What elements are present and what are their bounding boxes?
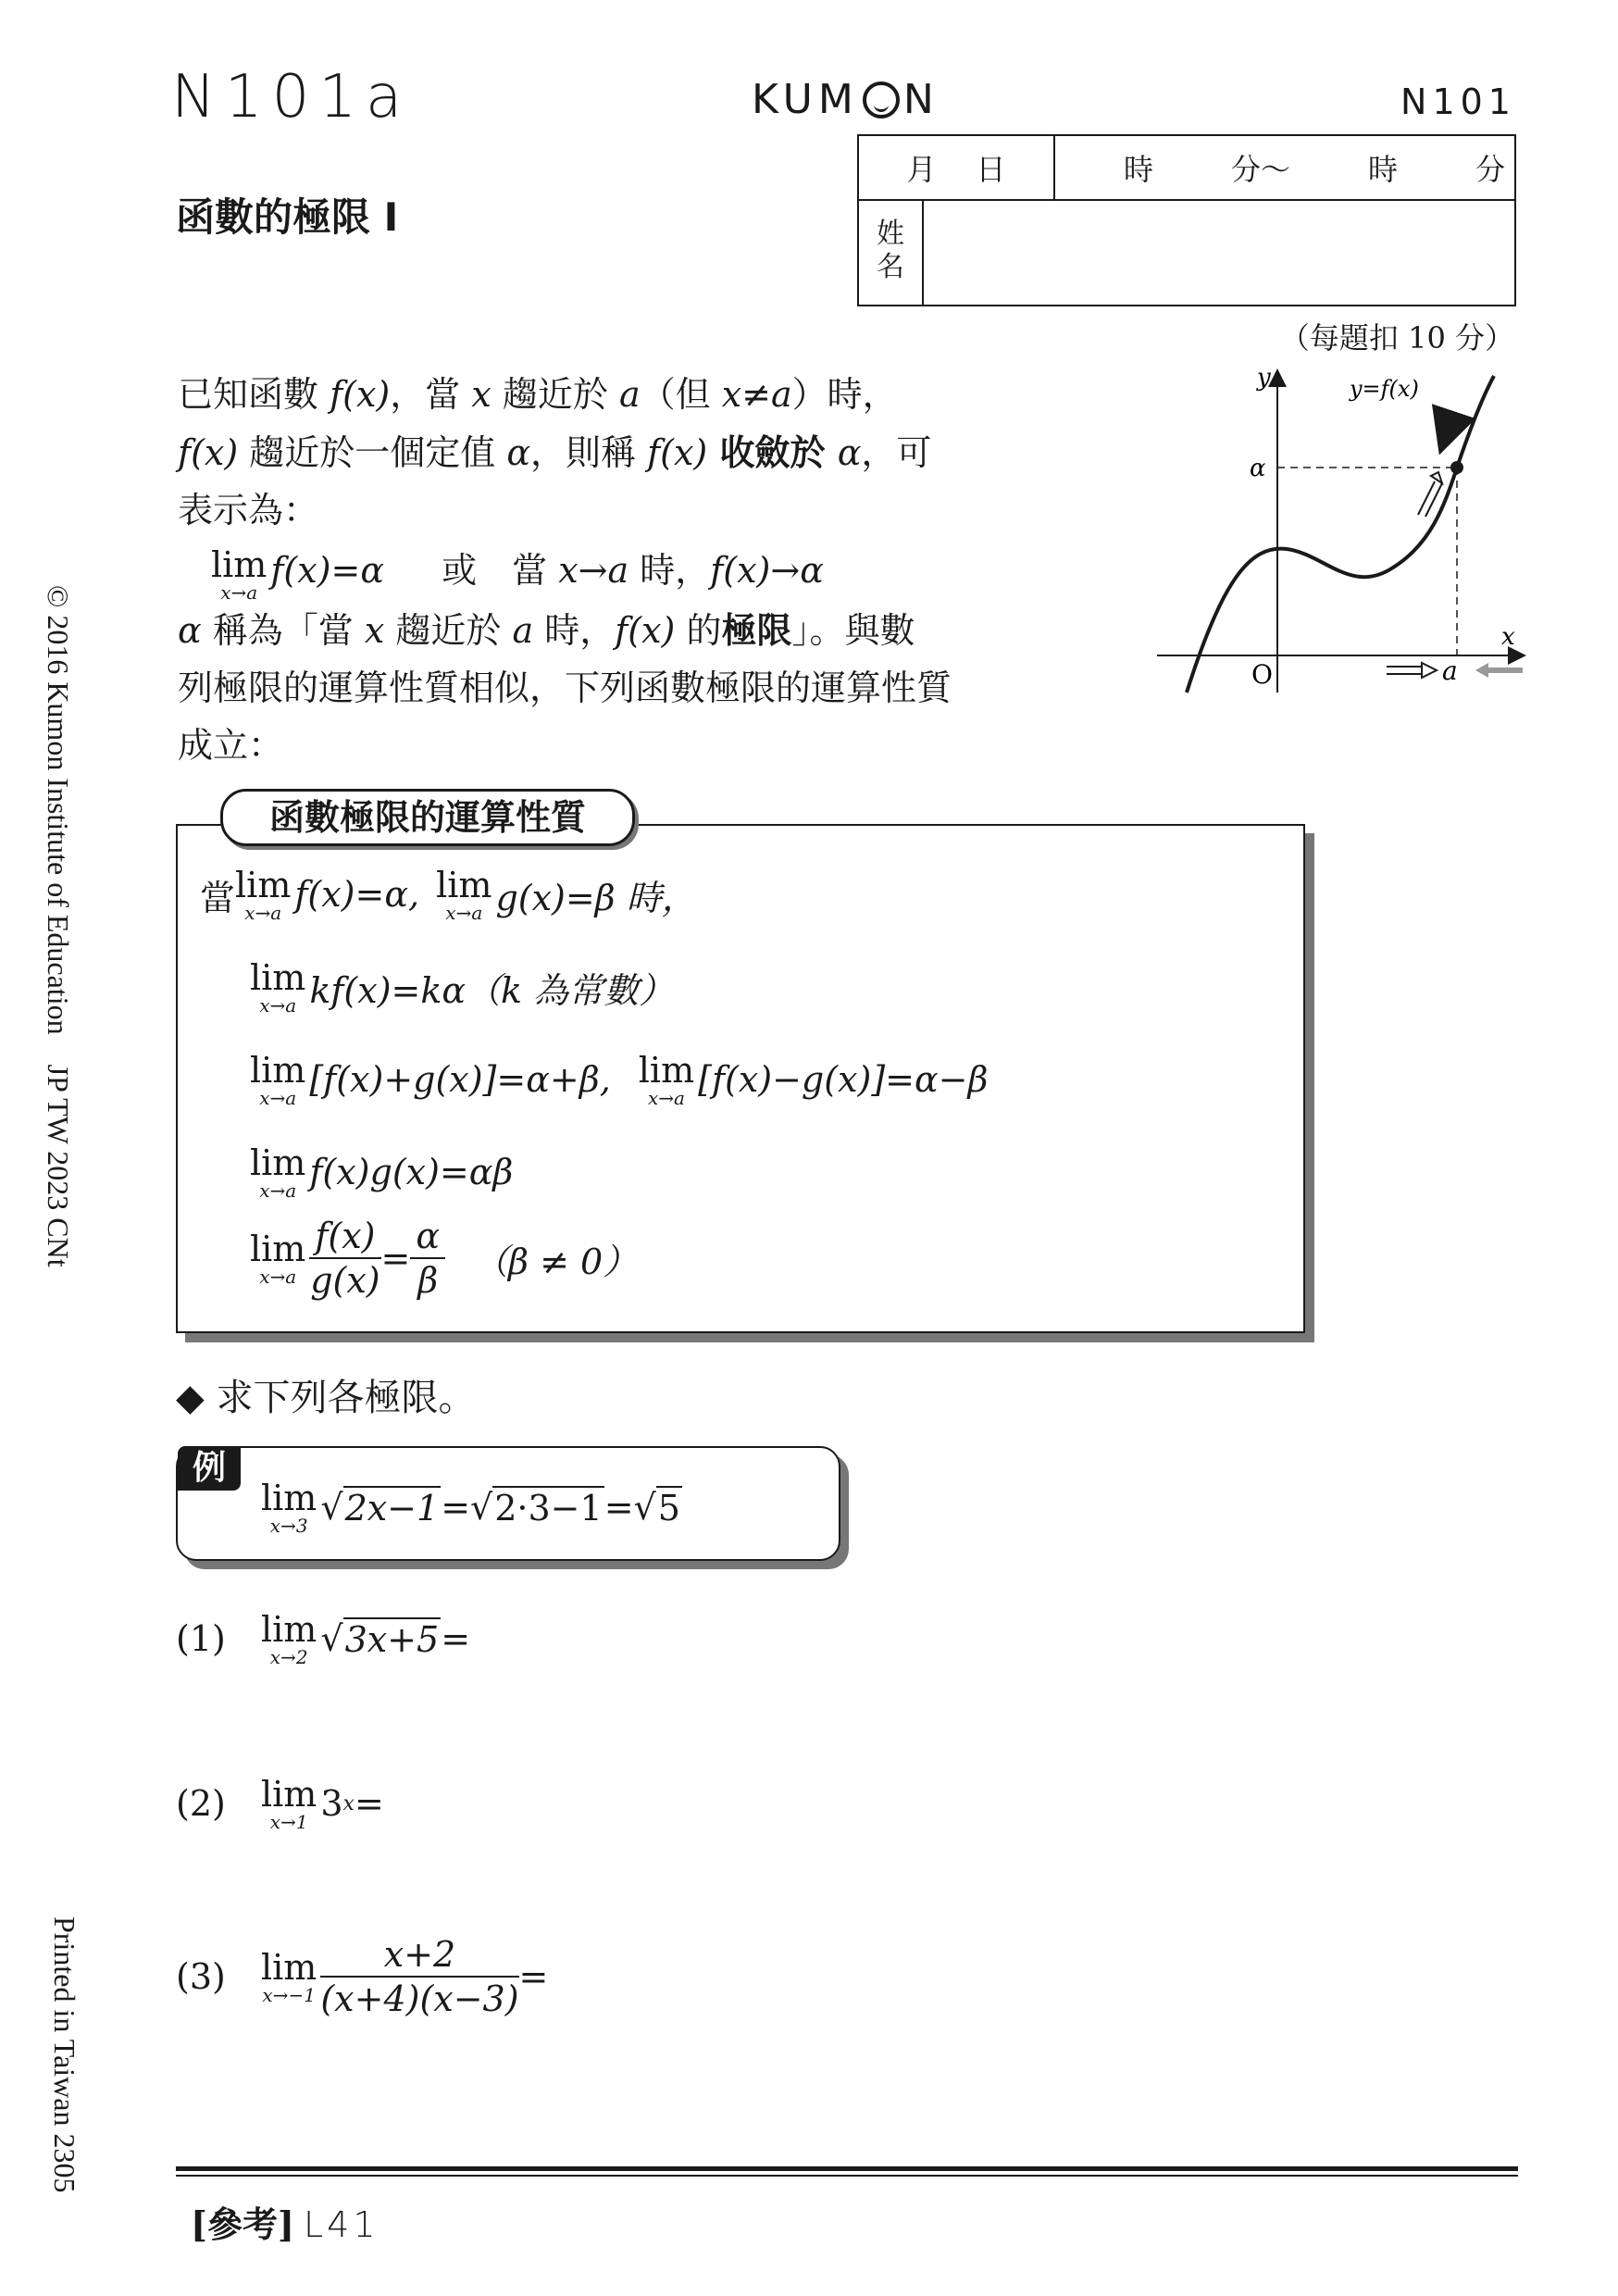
day-label: 日 bbox=[976, 152, 1006, 187]
math: a bbox=[618, 374, 641, 415]
alpha-label: α bbox=[1250, 455, 1266, 482]
instruction: ◆ 求下列各極限。 bbox=[176, 1377, 476, 1419]
text: 時， bbox=[629, 550, 711, 591]
math: f(x)g(x)=αβ bbox=[309, 1152, 514, 1192]
lim-operator: lim x→a bbox=[638, 1050, 695, 1109]
bold-text: 極限 bbox=[721, 609, 792, 651]
math: f(x) bbox=[615, 610, 676, 651]
text: （但 bbox=[640, 374, 722, 415]
name-label bbox=[859, 199, 924, 305]
text: 」。與數 bbox=[791, 610, 915, 651]
text: 趨近於 bbox=[384, 610, 513, 651]
sqrt-icon: √ bbox=[633, 1487, 656, 1528]
worksheet-code-right: N101 bbox=[1400, 81, 1516, 122]
reference bbox=[191, 2196, 380, 2247]
lim-operator: lim x→−1 bbox=[261, 1947, 317, 2006]
equals: = bbox=[441, 1487, 471, 1528]
property-condition bbox=[200, 867, 697, 922]
radicand: 2x−1 bbox=[344, 1488, 440, 1529]
property-sum-diff bbox=[250, 1052, 988, 1107]
sqrt-icon: √ bbox=[320, 1618, 343, 1659]
lim-sub: x→3 bbox=[269, 1515, 308, 1537]
a-label: a bbox=[1442, 655, 1458, 686]
text: ）時， bbox=[791, 374, 898, 415]
fraction bbox=[410, 1215, 445, 1302]
hour-label-1: 時 bbox=[1124, 152, 1154, 187]
text: 稱為「當 bbox=[201, 610, 365, 651]
math: α bbox=[506, 432, 530, 473]
lim-operator: lim x→a bbox=[250, 1229, 306, 1288]
minute-label-1: 分～ bbox=[1230, 152, 1290, 187]
bold-text: 收斂於 bbox=[707, 431, 838, 473]
date-time-row bbox=[859, 136, 1514, 201]
x-approach-right-head bbox=[1475, 663, 1488, 678]
worksheet-code: N101a bbox=[171, 63, 412, 131]
origin-label: O bbox=[1251, 659, 1273, 690]
equals: = bbox=[441, 1618, 471, 1659]
score-note: （每題扣 10 分） bbox=[1279, 320, 1514, 356]
intro-line-6: 成立： bbox=[178, 725, 284, 766]
property-quotient bbox=[250, 1215, 638, 1302]
brand-right: N bbox=[902, 76, 940, 123]
intro-line-4 bbox=[178, 602, 1131, 659]
math: x bbox=[364, 610, 385, 651]
lim-operator: lim x→1 bbox=[261, 1774, 317, 1833]
copyright-text: © 2016 Kumon Institute of Education JP TW 2023 CNt bbox=[42, 585, 75, 1267]
record-table bbox=[857, 134, 1516, 306]
denominator: g(x) bbox=[310, 1260, 380, 1301]
base: 3 bbox=[320, 1783, 343, 1824]
time-cell[interactable] bbox=[1055, 136, 1514, 199]
answer-space-1[interactable] bbox=[470, 1611, 1026, 1666]
denominator: (x+4)(x−3) bbox=[320, 1978, 519, 2019]
approach-arrow-from-right bbox=[1442, 413, 1453, 446]
example-tag: 例 bbox=[178, 1446, 241, 1491]
limit-graph bbox=[1148, 359, 1527, 711]
lim-sub: x→a bbox=[220, 580, 258, 604]
name-char-2: 名 bbox=[877, 251, 904, 283]
math: [f(x)−g(x)]=α−β bbox=[698, 1059, 989, 1100]
limit-point bbox=[1450, 461, 1463, 474]
footer-rule-thin bbox=[176, 2175, 1518, 2177]
text: 趨近於一個定值 bbox=[238, 432, 507, 473]
approach-arrow-head bbox=[1431, 472, 1442, 483]
intro-line-2 bbox=[178, 424, 1131, 481]
kumon-logo bbox=[752, 76, 940, 123]
intro-line-3: 表示為： bbox=[178, 490, 319, 530]
approach-arrow-from-left bbox=[1418, 481, 1435, 515]
math: [f(x)+g(x)]=α+β, bbox=[309, 1059, 611, 1100]
brand-left: KUM bbox=[752, 76, 859, 123]
radicand: 2·3−1 bbox=[494, 1488, 603, 1529]
lim-operator: lim x→a bbox=[235, 865, 292, 924]
printed-text: Printed in Taiwan 2305 bbox=[48, 1916, 81, 2193]
properties-title: 函數極限的運算性質 bbox=[220, 789, 635, 846]
lim-operator: lim x→a bbox=[250, 1050, 306, 1109]
question-number: (1) bbox=[176, 1618, 226, 1659]
lim-operator: lim x→a bbox=[211, 543, 268, 604]
numerator: α bbox=[410, 1215, 445, 1259]
math: x→a bbox=[558, 550, 629, 591]
property-scalar bbox=[250, 959, 674, 1015]
text: 時， bbox=[533, 610, 616, 651]
math: a bbox=[512, 610, 534, 651]
limit-definition bbox=[211, 542, 824, 606]
math: f(x) bbox=[647, 432, 708, 473]
sqrt-icon: √ bbox=[320, 1487, 343, 1528]
hour-label-2: 時 bbox=[1367, 152, 1398, 187]
text: 已知函數 bbox=[178, 374, 330, 415]
lim-operator: lim x→a bbox=[436, 865, 492, 924]
lim-operator: lim x→3 bbox=[261, 1478, 317, 1537]
equals: = bbox=[518, 1956, 549, 1997]
name-field[interactable] bbox=[926, 201, 1514, 305]
logo-face-icon bbox=[863, 81, 900, 119]
intro-line-1 bbox=[178, 366, 1131, 423]
text: 趨近於 bbox=[491, 374, 619, 415]
page-title: 函數的極限 I bbox=[176, 194, 399, 240]
x-approach-head bbox=[1422, 663, 1437, 678]
fraction bbox=[320, 1933, 518, 2020]
math: x bbox=[471, 374, 492, 415]
name-char-1: 姓 bbox=[877, 218, 904, 250]
curve-label: y=f(x) bbox=[1350, 376, 1419, 402]
text: 的 bbox=[675, 610, 722, 651]
math: f(x)=α bbox=[270, 550, 384, 591]
question-number: (2) bbox=[176, 1783, 226, 1824]
numerator: x+2 bbox=[320, 1933, 518, 1978]
condition: （β ≠ 0） bbox=[473, 1241, 639, 1282]
math: f(x)=α, bbox=[294, 874, 420, 915]
y-axis-label: y bbox=[1257, 364, 1271, 392]
footer-rule bbox=[176, 2166, 1518, 2171]
question-1 bbox=[176, 1611, 1026, 1666]
property-product bbox=[250, 1144, 513, 1200]
math: x≠a bbox=[721, 374, 792, 415]
text: ，當 bbox=[390, 374, 472, 415]
reference-code: L41 bbox=[303, 2204, 380, 2245]
equals: = bbox=[380, 1238, 411, 1279]
radicand: 3x+5 bbox=[344, 1619, 440, 1660]
reference-label: [參考] bbox=[191, 2203, 294, 2245]
lim-sub: x→−1 bbox=[262, 1984, 316, 2006]
text: ，則稱 bbox=[530, 432, 648, 473]
example-expression bbox=[261, 1479, 682, 1535]
text: 或 當 bbox=[442, 550, 559, 591]
math: f(x) bbox=[330, 374, 391, 415]
question-3 bbox=[176, 1933, 1103, 2020]
math: α bbox=[837, 432, 862, 473]
question-number: (3) bbox=[176, 1956, 226, 1997]
math: kf(x)=kα（k 為常數） bbox=[309, 969, 675, 1011]
denominator: β bbox=[417, 1260, 439, 1301]
equals: = bbox=[604, 1487, 634, 1528]
question-2 bbox=[176, 1776, 940, 1831]
lim-operator: lim x→2 bbox=[261, 1609, 317, 1668]
answer-space-2[interactable] bbox=[384, 1776, 940, 1831]
lim-sub: x→2 bbox=[269, 1646, 308, 1668]
intro-line-5: 列極限的運算性質相似，下列函數極限的運算性質 bbox=[178, 668, 952, 708]
month-label: 月 bbox=[906, 152, 937, 187]
date-cell[interactable] bbox=[859, 136, 1055, 199]
text: 當 bbox=[200, 877, 236, 918]
lim-operator: lim x→a bbox=[250, 957, 306, 1017]
lim-sub: x→1 bbox=[269, 1811, 308, 1833]
sqrt-icon: √ bbox=[470, 1487, 493, 1528]
text: ，可 bbox=[861, 432, 932, 473]
x-axis-label: x bbox=[1501, 623, 1515, 651]
equals: = bbox=[354, 1783, 384, 1824]
answer-space-3[interactable] bbox=[548, 1949, 1103, 2004]
math: f(x)→α bbox=[710, 550, 824, 591]
lim-operator: lim x→a bbox=[250, 1142, 306, 1202]
math: α bbox=[178, 610, 202, 651]
exponent: x bbox=[342, 1791, 355, 1816]
minute-label-2: 分 bbox=[1475, 152, 1505, 187]
radicand: 5 bbox=[657, 1488, 680, 1529]
fraction bbox=[309, 1215, 380, 1302]
properties-box bbox=[176, 824, 1305, 1333]
math: f(x) bbox=[178, 432, 239, 473]
numerator: f(x) bbox=[309, 1215, 380, 1259]
math: g(x)=β 時， bbox=[495, 877, 697, 918]
